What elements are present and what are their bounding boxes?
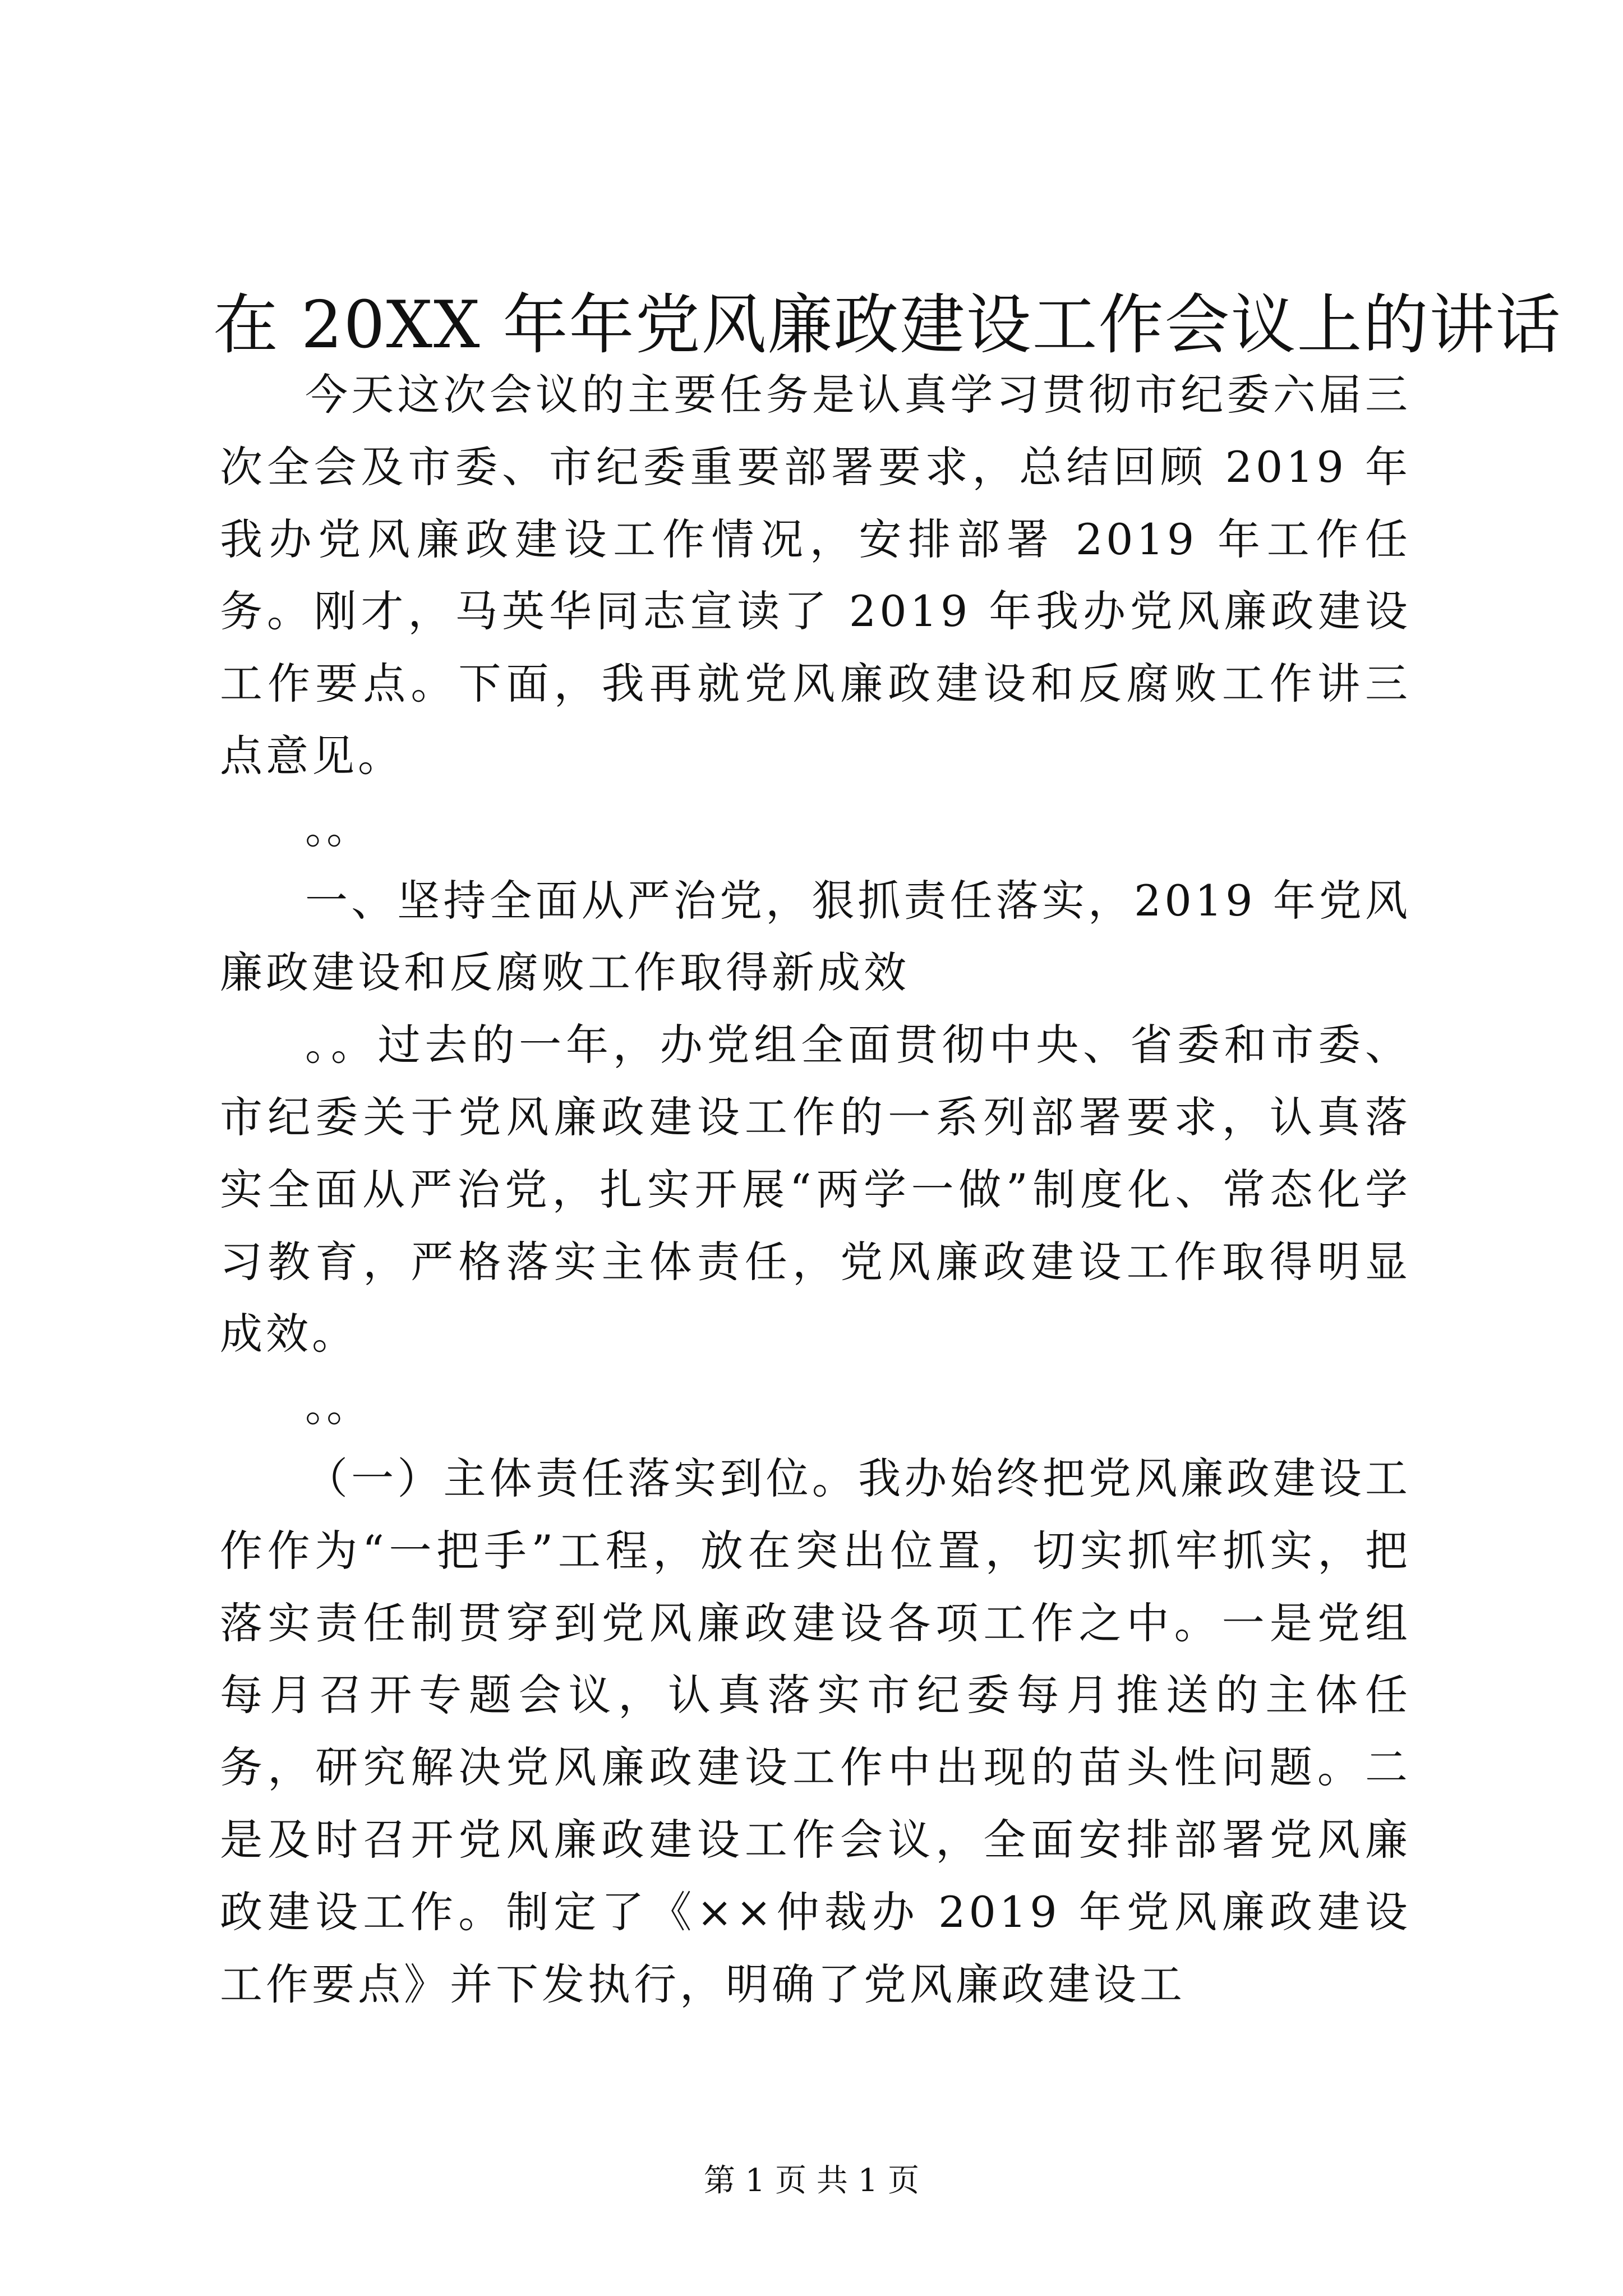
paragraph-separator: 。。 — [305, 803, 369, 853]
document-title: 在 20XX 年年党风廉政建设工作会议上的讲话 — [213, 287, 1562, 363]
page-footer: 第 1 页 共 1 页 — [703, 2162, 920, 2199]
document-body — [220, 359, 1411, 2021]
paragraph-intro: 今天这次会议的主要任务是认真学习贯彻市纪委六届三次全会及市委、市纪委重要部署要求，总结回顾 2019 年我办党风廉政建设工作情况，安排部署 2019 年工作任务。刚才，马英华同志宣读了 2019 年我办党风廉政建设工作要点。下面，我再就党风廉政建设和反腐败工作讲三点意见。 — [220, 370, 1411, 781]
paragraph-section-1-summary: 。。过去的一年，办党组全面贯彻中央、省委和市委、市纪委关于党风廉政建设工作的一系列部署要求，认真落实全面从严治党，扎实开展“两学一做”制度化、常态化学习教育，严格落实主体责任，党风廉政建设工作取得明显成效。 — [220, 1020, 1411, 1359]
section-heading-1: 一、坚持全面从严治党，狠抓责任落实，2019 年党风廉政建设和反腐败工作取得新成效 — [220, 875, 1411, 998]
paragraph-subsection-1: （一）主体责任落实到位。我办始终把党风廉政建设工作作为“一把手”工程，放在突出位置，切实抓牢抓实，把落实责任制贯穿到党风廉政建设各项工作之中。一是党组每月召开专题会议，认真落实市纪委每月推送的主体任务，研究解决党风廉政建设工作中出现的苗头性问题。二是及时召开党风廉政建设工作会议，全面安排部署党风廉政建设工作。制定了《××仲裁办 2019 年党风廉政建设工作要点》并下发执行，明确了党风廉政建设工 — [220, 1453, 1411, 2009]
paragraph-separator: 。。 — [305, 1381, 369, 1432]
